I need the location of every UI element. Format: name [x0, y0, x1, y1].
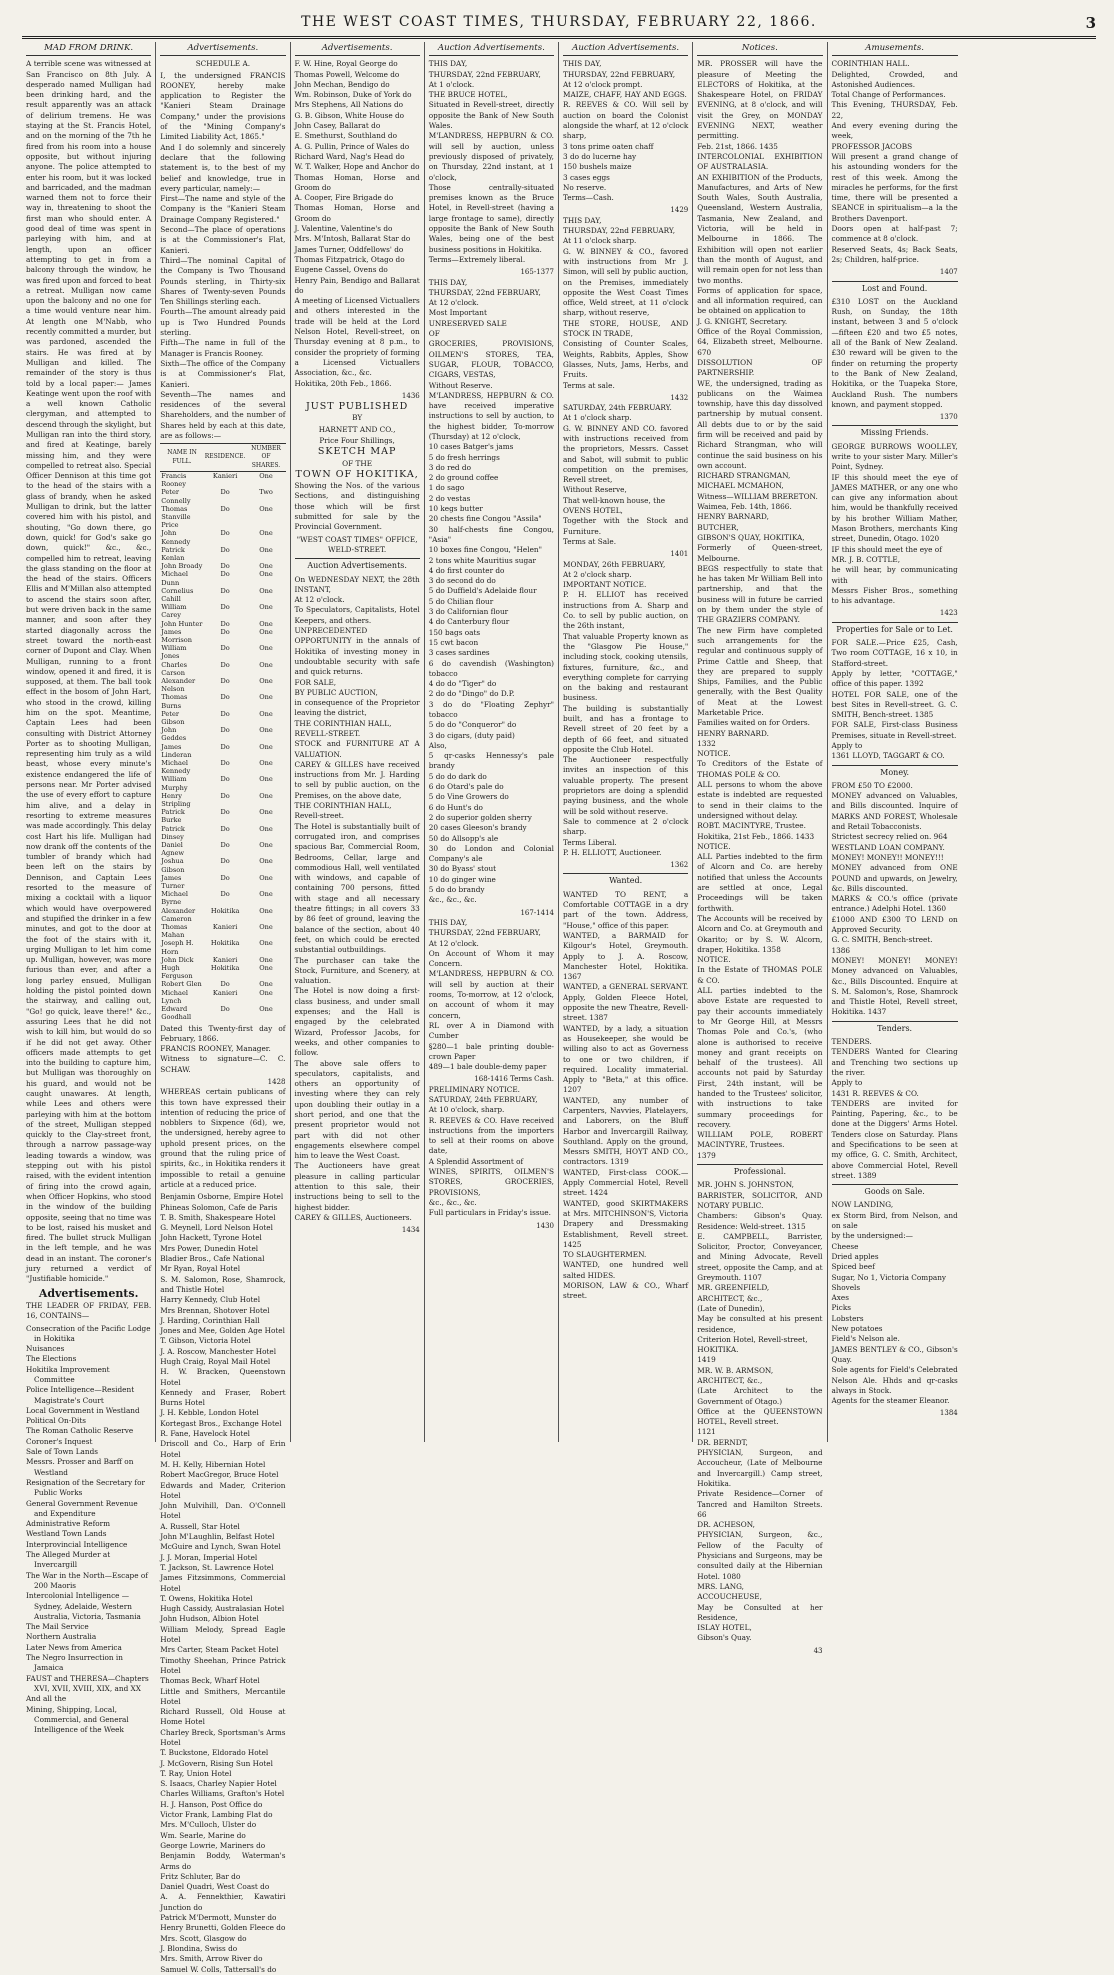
table-cell: John Broady [161, 562, 203, 571]
table-cell: One [259, 775, 273, 784]
section-subheading: Goods on Sale. [832, 1184, 958, 1197]
text-block: FOR SALE.—Price £25, Cash, Two room COTTAGE, 16 x 10, in Stafford-street. Apply by letter, "COTTAGE," office of this paper. 1392 HOTEL FOR SALE, one of the best Sites in Revell-street. G. C. SMITH, Bench-street. 1385 FOR SALE, First-class Business Premises, situate in Revell-street. Apply to 1361 LLOYD, TAGGART & CO. [831, 638, 958, 761]
text-block: MR. JOHN S. JOHNSTON, BARRISTER, SOLICITOR, AND NOTARY PUBLIC. Chambers: Gibson's Quay. Residence: Weld-street. 1315 E. CAMPBELL, Barrister, Solicitor, Proctor, Conveyancer, and Mining Advocate, Revell street, opposite the Camp, and at Greymouth. 1107 MR. GREENFIELD, ARCHITECT, &c., (Late of Dunedin), May be consulted at his present residence, Criterion Hotel, Revell-street, HOKITIKA. 1419 MR. W. B. ARMSON, ARCHITECT, &c., (Late Architect to the Government of Otago.) Office at the QUEENSTOWN HOTEL, Revell street. 1121 DR. BERNDT, PHYSICIAN, Surgeon, and Accoucheur, (Late of Melbourne and Invercargill.) Camp street, Hokitika. Private Residence—Corner of Tancred and Hamilton Streets. 66 DR. ACHESON, PHYSICIAN, Surgeon, &c., Fellow of the Faculty of Physicians and Surgeons, may be consulted daily at the Hibernian Hotel. 1080 MRS. LANG, ACCOUCHEUSE, May be Consulted at her Residence, ISLAY HOTEL, Gibson's Quay. [697, 1180, 823, 1643]
text-block: GEORGE BURROWS WOOLLEY, write to your sister Mary. Miller's Point, Sydney. IF this should meet the eye of JAMES MATHER, or any one who can give any information about him, would be thankfully received by his brother William Mather, Mason Brothers, merchants King street, Dunedin, Otago. 1020 IF this should meet the eye of MR. J. B. COTTLE, he will hear, by communicating with Messrs Fisher Bros., something to his advantage. [831, 441, 958, 606]
table-cell: One [259, 545, 273, 554]
table-cell: Do [220, 759, 230, 767]
table-row [160, 644, 285, 660]
table-cell: One [259, 857, 273, 866]
table-cell: One [259, 873, 273, 882]
table-cell: Do [220, 709, 230, 718]
table-cell: One [259, 964, 273, 973]
list-item: Local Government in Westland [26, 1405, 140, 1415]
section-header: Advertisements. [295, 42, 420, 56]
table-cell: One [259, 980, 273, 989]
section-subheading: Properties for Sale or to Let. [832, 622, 958, 635]
center-line: SCHEDULE A. [195, 59, 251, 69]
table-row [160, 677, 285, 693]
table-cell: One [259, 562, 273, 571]
text-block: A terrible scene was witnessed at San Francisco on 8th July. A desperado named Mulligan had been drinking hard, and the result apparently was an attack of delirium tremens. He was staying at the St. Francis Hotel, and on the morning of the 7th he fired from his room into a house opposite, but without injuring anyone. The police attempted to enter his room, but it was locked and barricaded, and the madman warned them not to force their way in, threatening to shoot the first man who should enter. A good deal of time was spent in parleying with him, and at length, upon an officer attempting to get in from a balcony through the window, he was fired upon and forced to beat a retreat. Mulligan now came upon the balcony and no one for a time would venture near him. At length one M'Nabb, who recently committed a murder, but was pardoned, ascended the stairs. He was fired at by Mulligan and killed. The remainder of the story is thus told by a local paper:— James Keatinge went upon the roof with a well known Catholic clergyman, and attempted to descend through the skylight, but Mulligan ran into the third story, and fired at Keatinge, barely missing him, and they were compelled to retreat also. Special Officer Dennison at this time got to the head of the stairs with a glass of brandy, when he asked Mulligan to drink, but the latter covered him with his pistol, and shouting, "Go down there, go down, quick! for God's sake go down, quick!" &c., &c., compelled him to retreat, leaving the glass standing on the floor at the head of the stairs. Officers Ellis and M'Millan also attempted to ascend the stairs soon after, but were driven back in the same manner, and soon after they started diagonally across the street toward the north-east corner of Dupont and Clay. When Mulligan, running to a front window, opened it and fired, it is supposed, at them. The ball took effect in the bosom of John Hart, who stood in the crowd, killing him on the spot. Meantime, Captain Lees had been consulting with District Attorney Porter as to shooting Mulligan, representing him truly as a wild beast, whose every minute's existence endangered the life of persons near. Mr Porter advised the use of every effort to capture him alive, and a delay in resorting to extreme measures was made accordingly. This delay cost Hart his life. Mulligan had now drank off the contents of the tumbler of brandy which had been left on the stairs by Dennison, and Captain Lees resorted to the measure of mixing a cocktail with a liquor which would have overpowered and stupified the drinker in a few minutes, and got to the door at the foot of the stairs with it, urging Mulligan to let him come up. Mulligan, however, was more furious than ever, and after a long parley ensued, Mulligan holding the pistol pointed down the stairway, and calling out, "Go! go quick, leave there!" &c., assuring Lees that he did not wish to kill him, but would do so if he did not get away. Other officers made attempts to get into the building to capture him, but Mulligan was thoroughly on his guard, and would not be caught unawares. At length, while Lees and others were parleying with him at the bottom of the street, Mulligan stepped quickly to the Clay-street front, through a narrow passage-way leading towards a window, was stepping out with his pistol raised, with the evident intention of firing into the crowd again, when Officer Hopkins, who stood in the window of the building opposite, seeing that no time was to be lost, raised his musket and fired. The bullet struck Mulligan in the left temple, and he was dead in an instant. The coroner's jury returned a verdict of "Justifiable homicide." [26, 59, 152, 1284]
list-item: The Roman Catholic Reserve [26, 1426, 134, 1436]
table-cell: Do [220, 660, 230, 669]
list-item: The Alleged Murder at Invercargill [26, 1550, 111, 1570]
center-line: "WEST COAST TIMES" OFFICE, WELD-STREET. [296, 534, 418, 554]
reference-number: 1384 [939, 1409, 958, 1418]
masthead-title: THE WEST COAST TIMES, THURSDAY, FEBRUARY 22, 1866. [301, 14, 817, 30]
table-cell: One [259, 906, 273, 915]
table-cell: Do [220, 627, 230, 636]
table-cell: Peter Connelly [161, 488, 191, 505]
section-header: Auction Advertisements. [429, 42, 554, 56]
table-cell: Kanieri [212, 955, 238, 964]
table-cell: Do [220, 775, 230, 784]
list-item: Westland Town Lands [26, 1529, 107, 1539]
table-cell: Do [220, 603, 230, 612]
reference-number: 43 [813, 1646, 823, 1655]
list-item: Hokitika Improvement Committee [26, 1364, 110, 1384]
list-item: FAUST and THERESA—Chapters XVI, XVII, XVIII, XIX, and XX [26, 1673, 149, 1693]
table-row [160, 956, 285, 964]
table-row [160, 488, 285, 504]
table-cell: William Jones [161, 644, 187, 661]
table-cell: Kanieri [212, 923, 238, 932]
table-cell: Do [220, 644, 230, 653]
table-row [160, 792, 285, 808]
table-cell: Do [220, 1005, 230, 1014]
table-row [160, 570, 285, 586]
table-cell: Do [220, 562, 230, 571]
text-block: £310 LOST on the Auckland Rush, on Sunday, the 18th instant, between 3 and 5 o'clock—fifteen £20 and two £5 notes, all of the Bank of New Zealand. £30 reward will be given to the finder on returning the property to the Bank of New Zealand, Hokitika, or the Tuapeka Store, Auckland Rush. The numbers known, and payment stopped. [831, 296, 958, 409]
table-cell: James Linderan [161, 742, 192, 759]
table-row [160, 1005, 285, 1021]
table-cell: Michael Dunn [161, 570, 188, 587]
text-block: On WEDNESDAY NEXT, the 28th INSTANT, At 12 o'clock. To Speculators, Capitalists, Hotel Keepers, and others. UNPRECEDENTED OPPORTUNITY in the annals of Hokitika of investing money in undoubtable security with safe and quick returns. FOR SALE, BY PUBLIC AUCTION, in consequence of the Proprietor leaving the district, THE CORINTHIAN HALL, REVELL-STREET. STOCK and FURNITURE AT A VALUATION. CAREY & GILLES have received instructions from Mr. J. Harding to sell by public auction, on the Premises, on the above date, THE CORINTHIAN HALL, Revell-street. The Hotel is substantially built of corrugated iron, and comprises spacious Bar, Commercial Room, Bedrooms, Cellar, large and commodious Hall, well ventilated with windows, and capable of containing 700 persons, fitted with stage and all necessary theatre fittings; in all covers 33 by 86 feet of ground, leaving the balance of the section, about 40 feet, on which could be erected substantial outbuildings. The purchaser can take the Stock, Furniture, and Scenery, at valuation. The Hotel is now doing a first-class business, and under small expenses; and the Hall is engaged by the celebrated Wizard, Professor Jacobs, for weeks, and other companies to follow. The above sale offers to speculators, capitalists, and others an opportunity of investing where they can rely upon doubling their outlay in a short period, and one that the present proprietor would not part with did not other engagements elsewhere compel him to leave the West Coast. The Auctioneers have great pleasure in calling particular attention to this sale, their instructions being to sell to the highest bidder. CAREY & GILLES, Auctioneers. [294, 574, 420, 1222]
contents-list [26, 1324, 151, 1736]
text-block: Benjamin Osborne, Empire Hotel Phineas Solomon, Cafe de Paris T. B. Smith, Shakespeare Hotel G. Meynell, Lord Nelson Hotel John Hackett, Tyrone Hotel Mrs Power, Dunedin Hotel Bladier Bros., Cafe National Mr Ryan, Royal Hotel S. M. Salomon, Rose, Shamrock, and Thistle Hotel Harry Kennedy, Club Hotel Mrs Brennan, Shotover Hotel J. Harding, Corinthian Hall Jones and Mee, Golden Age Hotel T. Gibson, Victoria Hotel J. A. Roscow, Manchester Hotel Hugh Craig, Royal Mail Hotel H. W. Bracken, Queenstown Hotel Kennedy and Fraser, Robert Burns Hotel J. H. Kebble, London Hotel Kortegast Bros., Exchange Hotel R. Fane, Havelock Hotel Driscoll and Co., Harp of Erin Hotel M. H. Kelly, Hibernian Hotel Robert MacGregor, Bruce Hotel Edwards and Mader, Criterion Hotel John Mulvihill, Dan. O'Connell Hotel A. Russell, Star Hotel John M'Laughlin, Belfast Hotel McGuire and Lynch, Swan Hotel J. J. Moran, Imperial Hotel T. Jackson, St. Lawrence Hotel James Fitzsimmons, Commercial Hotel T. Owens, Hokitika Hotel Hugh Cassidy, Australasian Hotel John Hudson, Albion Hotel William Melody, Spread Eagle Hotel Mrs Carter, Steam Packet Hotel Timothy Sheehan, Prince Patrick Hotel Thomas Beck, Wharf Hotel Little and Smithers, Mercantile Hotel Richard Russell, Old House at Home Hotel Charley Breck, Sportsman's Arms Hotel T. Buckstone, Eldorado Hotel J. McGovern, Rising Sun Hotel T. Ray, Union Hotel S. Isaacs, Charley Napier Hotel Charles Williams, Grafton's Hotel H. J. Hanson, Post Office do Victor Frank, Lambing Flat do Mrs. M'Culloch, Ulster do Wm. Searle, Marine do George Lowrie, Mariners do Benjamin Boddy, Waterman's Arms do Fritz Schluter, Bar do Daniel Quadri, West Coast do A. A. Fennekthier, Kawatiri Junction do Patrick M'Dermott, Munster do Henry Brunetti, Golden Fleece do Mrs. Scott, Glasgow do J. Blondina, Swiss do Mrs. Smith, Arrow River do Samuel W. Colls, Tattersall's do [160, 1192, 286, 1974]
table-cell: Do [220, 841, 230, 850]
center-line: BY [352, 413, 363, 423]
section-subheading: Wanted. [563, 873, 688, 886]
display-line: TOWN OF HOKITIKA, [295, 468, 419, 480]
text-block: F. W. Hine, Royal George do Thomas Powell, Welcome do John Mechan, Bendigo do Wm. Robinson, Duke of York do Mrs Stephens, All Nations do G. B. Gibson, White House do John Casey, Ballarat do E. Smethurst, Southland do A. G. Pullin, Prince of Wales do Richard Ward, Nag's Head do W. T. Walker, Hope and Anchor do Thomas Homan, Horse and Groom do A. Cooper, Fire Brigade do Thomas Homan, Horse and Groom do J. Valentine, Valentine's do Mrs. M'Intosh, Ballarat Star do James Turner, Oddfellows' do Thomas Fitzpatrick, Otago do Eugene Cassel, Ovens do Henry Pain, Bendigo and Ballarat do A meeting of Licensed Victuallers and others interested in the trade will be held at the Lord Nelson Hotel, Revell-street, on Thursday evening at 8 p.m., to consider the propriety of forming a Licensed Victuallers Association, &c., &c. Hokitika, 20th Feb., 1866. [294, 59, 420, 388]
reference-number: 1362 [670, 861, 689, 870]
text-block: SATURDAY, 24th FEBRUARY. At 1 o'clock sharp. G. W. BINNEY AND CO. favored with instructions received from the proprietors, Messrs. Casset and Sabot, will submit to public competition on the premises, Revell street, Without Reserve, That well-known house, the OVENS HOTEL, Together with the Stock and Furniture. Terms at Sale. [563, 403, 689, 546]
text-block: TENDERS. TENDERS Wanted for Clearing and Trenching two sections up the river. Apply to 1431 R. REEVES & CO. TENDERS are invited for Painting, Papering, &c., to be done at the Diggers' Arms Hotel. Tenders close on Saturday. Plans and Specifications to be seen at my office, G. C. Smith, Architect, above Commercial Hotel, Revell street. 1389 [831, 1037, 958, 1180]
reference-number: 167-1414 [520, 908, 554, 917]
table-cell: Do [220, 570, 230, 579]
table-cell: One [259, 619, 273, 628]
list-item: Sale of Town Lands [26, 1447, 99, 1457]
table-cell: One [259, 603, 273, 612]
table-row [160, 923, 285, 939]
reference-number: 1434 [401, 1226, 420, 1235]
table-cell: Do [220, 488, 230, 497]
list-item: Interprovincial Intelligence [26, 1539, 128, 1549]
table-cell: Patrick Dinsey [161, 824, 185, 841]
table-cell: One [259, 988, 273, 997]
reference-number: 1401 [670, 550, 689, 559]
column-header: NUMBER OF SHARES. [246, 444, 285, 472]
table-cell: One [259, 570, 273, 579]
table-cell: Joseph H. Horn [161, 939, 194, 956]
column-header: RESIDENCE. [204, 444, 247, 472]
table-cell: Peter Gibson [161, 709, 185, 726]
list-item: Coroner's Inquest [26, 1436, 93, 1446]
reference-number: 1423 [939, 609, 958, 618]
table-cell: Do [220, 791, 230, 800]
text-block: THIS DAY, THURSDAY, 22nd FEBRUARY, At 12 o'clock. Most Important UNRESERVED SALE OF GROCERIES, PROVISIONS, OILMEN'S STORES, TEA, SUGAR, FLOUR, TOBACCO, CIGARS, VESTAS, Without Reserve. M'LANDRESS, HEPBURN & CO. have received imperative instructions to sell by auction, to the highest bidder, To-morrow (Thursday) at 12 o'clock, 10 cases Batger's jams 5 do fresh herrings 3 do red do 2 do ground coffee 1 do sago 2 do vestas 10 kegs butter 20 chests fine Congou "Assila" 30 half-chests fine Congou, "Asia" 10 boxes fine Congou, "Helen" 2 tons white Mauritius sugar 4 do first counter do 3 do second do do 5 do Duffield's Adelaide flour 5 do Chilian flour 3 do Californian flour 4 do Canterbury flour 150 bags oats 15 cwt bacon 3 cases sardines 6 do cavendish (Washington) tobacco 4 do do "Tiger" do 2 do do "Dingo" do D.P. 3 do do "Floating Zephyr" tobacco 5 do do "Conqueror" do 3 do cigars, (duty paid) Also, 5 qr-casks Hennessy's pale brandy 5 do do dark do 6 do Otard's pale do 5 do Vine Growers do 6 do Hunt's do 2 do superior golden sherry 20 cases Gleeson's brandy 50 do Allsopp's ale 30 do London and Colonial Company's ale 30 do Byass' stout 10 do ginger wine 5 do do brandy &c., &c., &c. [428, 277, 554, 905]
list-item: The Elections [26, 1354, 77, 1364]
display-line: SKETCH MAP [317, 446, 397, 458]
list-item: The Mail Service [26, 1622, 89, 1632]
table-row [160, 726, 285, 742]
table-cell: Patrick Kenlan [161, 545, 185, 562]
text-block: NOW LANDING, ex Storm Bird, from Nelson, and on sale by the undersigned:— Cheese Dried apples Spiced beef Sugar, No 1, Victoria Company Shovels Axes Picks Lobsters New potatoes Field's Nelson ale. JAMES BENTLEY & CO., Gibson's Quay. Sole agents for Field's Celebrated Nelson Ale. Hhds and qr-casks always in Stock. Agents for the steamer Eleanor. [831, 1200, 958, 1406]
table-row [160, 759, 285, 775]
reference-number: 1429 [670, 206, 689, 215]
table-row [160, 693, 285, 709]
table-cell: One [259, 504, 273, 513]
column-3 [291, 42, 425, 1442]
table-row [160, 546, 285, 562]
table-row [160, 980, 285, 988]
list-item: Later News from America [26, 1642, 122, 1652]
table-cell: One [259, 644, 273, 653]
text-block: MONDAY, 26th FEBRUARY, At 2 o'clock sharp. IMPORTANT NOTICE. P. H. ELLIOT has received instructions from A. Sharp and Co. to sell by public auction, on the 26th instant, That valuable Property known as the "Glasgow Pie House," including stock, cooking utensils, fixtures, furniture, &c., and everything complete for carrying on the baking and restaurant business. The building is substantially built, and has a frontage to Revell street of 20 feet by a depth of 66 feet, and situated opposite the Club Hotel. The Auctioneer respectfully invites an inspection of this valuable property. The present proprietors are doing a splendid paying business, and the whole will be sold without reserve. Sale to commence at 2 o'clock sharp. Terms Liberal. P. H. ELLIOTT, Auctioneer. [563, 559, 689, 857]
table-cell: James Turner [161, 873, 185, 891]
list-item: Northern Australia [26, 1632, 97, 1642]
center-line: HARNETT AND CO., [318, 424, 396, 434]
reference-number: 168-1416 Terms Cash. [474, 1075, 554, 1084]
table-cell: John Dick [161, 955, 194, 964]
table-cell: One [259, 742, 273, 751]
table-cell: Do [220, 857, 230, 866]
table-cell: Do [220, 980, 230, 989]
text-block: Dated this Twenty-first day of February, 1866. FRANCIS ROONEY, Manager. Witness to signature—C. C. SCHAW. [160, 1023, 286, 1074]
table-cell: Michael Kennedy [161, 759, 191, 776]
table-header-row [160, 444, 285, 472]
table-cell: Alexander Cameron [161, 906, 196, 923]
table-cell: Joshua Gibson [161, 857, 185, 874]
table-cell: Henry Stripling [161, 791, 191, 809]
table-cell: Do [220, 808, 230, 817]
table-cell: One [259, 709, 273, 718]
table-cell: One [259, 660, 273, 669]
page-number: 3 [1085, 14, 1096, 32]
table-cell: One [259, 676, 273, 685]
section-header: Notices. [697, 42, 822, 56]
table-cell: One [259, 759, 273, 767]
list-item: Nuisances [26, 1344, 65, 1354]
table-cell: Do [220, 586, 230, 595]
table-row [160, 939, 285, 955]
table-cell: One [259, 791, 273, 800]
table-cell: Kanieri [212, 988, 238, 997]
reference-number: 1428 [267, 1077, 286, 1086]
column-1 [22, 42, 156, 1735]
table-row [160, 471, 285, 488]
text-block: WANTED TO RENT, a Comfortable COTTAGE in a dry part of the town. Address, "House," office of this paper. WANTED, a BARMAID for Kilgour's Hotel, Greymouth. Apply to J. A. Roscow, Manchester Hotel, Hokitika. 1367 WANTED, a GENERAL SERVANT. Apply, Golden Fleece Hotel, opposite the new Theatre, Revell-street. 1387 WANTED, by a lady, a situation as Housekeeper, she would be willing also to act as Governess to one or two children, if required. Locality immaterial. Apply to "Beta," at this office. 1207 WANTED, any number of Carpenters, Navvies, Platelayers, and Laborers, on the Bluff Harbor and Invercargill Railway, Southland. Apply on the ground, Messrs SMITH, HOYT AND CO., contractors. 1319 WANTED, First-class COOK.—Apply Commercial Hotel, Revell street. 1424 WANTED, good SKIRTMAKERS at Mrs. MITCHINSON'S, Victoria Drapery and Dressmaking Establishment, Revell street. 1425 TO SLAUGHTERMEN. WANTED, one hundred well salted HIDES. MORISON, LAW & CO., Wharf street. [563, 889, 689, 1301]
table-cell: One [259, 890, 273, 899]
table-cell: Do [220, 619, 230, 628]
table-row [160, 989, 285, 1005]
list-item: And all the [26, 1694, 67, 1704]
table-cell: William Murphy [161, 775, 188, 792]
section-subheading: Lost and Found. [832, 281, 958, 294]
list-item: Political On-Dits [26, 1416, 87, 1426]
column-7 [828, 42, 962, 1442]
table-row [160, 874, 285, 890]
table-cell: One [259, 726, 273, 735]
column-4 [425, 42, 559, 1442]
table-cell: Hugh Ferguson [161, 964, 193, 981]
text-block: THIS DAY, THURSDAY, 22nd FEBRUARY, At 12 o'clock. On Account of Whom it may Concern. M'LANDRESS, HEPBURN & CO. will sell by auction at their rooms, To-morrow, at 12 o'clock, on account of whom it may concern, RL over A in Diamond with Cumber §280—1 bale printing double-crown Paper 489—1 bale double-demy paper [428, 917, 554, 1072]
table-cell: Hokitika [210, 939, 240, 948]
table-row [160, 964, 285, 980]
table-row [160, 907, 285, 923]
table-cell: Do [220, 504, 230, 513]
table-row [160, 562, 285, 570]
table-cell: Francis Rooney [161, 471, 187, 489]
table-cell: John Geddes [161, 726, 187, 743]
column-header: NAME IN FULL. [160, 444, 204, 472]
table-cell: Do [220, 890, 230, 899]
column-6 [693, 42, 827, 1655]
reference-number: 1407 [939, 268, 958, 277]
table-cell: One [259, 1005, 273, 1014]
list-item: Administrative Reform [26, 1519, 111, 1529]
masthead-rule [22, 36, 1096, 39]
reference-number: 1370 [939, 413, 958, 422]
table-cell: Do [220, 545, 230, 554]
table-cell: John Kennedy [161, 529, 191, 546]
center-line: Price Four Shillings, [319, 435, 395, 445]
table-cell: One [259, 471, 273, 480]
table-cell: Robert Glen [161, 980, 202, 989]
center-line: OF THE [342, 458, 373, 468]
table-row [160, 710, 285, 726]
table-row [160, 857, 285, 873]
list-item: Police Intelligence—Resident Magistrate's Court [26, 1385, 135, 1405]
table-cell: Do [220, 726, 230, 735]
masthead [22, 14, 1096, 36]
list-item: The Negro Insurrection in Jamaica [26, 1653, 123, 1673]
list-item: General Government Revenue and Expenditure [26, 1498, 138, 1518]
text-block: PRELIMINARY NOTICE. SATURDAY, 24th FEBRUARY, At 10 o'clock, sharp. R. REEVES & CO. Have received instructions from the importers to sell at their rooms on above date, A Splendid Assortment of WINES, SPIRITS, OILMEN'S STORES, GROCERIES, PROVISIONS, &c., &c., &c. Full particulars in Friday's issue. [428, 1084, 554, 1218]
text-block: THIS DAY, THURSDAY, 22nd FEBRUARY, At 1 o'clock. THE BRUCE HOTEL, Situated in Revell-street, directly opposite the Bank of New South Wales. M'LANDRESS, HEPBURN & CO. will sell by auction, unless previously disposed of privately, on Thursday, 22nd instant, at 1 o'clock, Those centrally-situated premises known as the Bruce Hotel, in Revell-street (having a large frontage to same), directly opposite the Bank of New South Wales, being one of the best business positions in Hokitika. Terms—Extremely liberal. [428, 59, 554, 264]
table-row [160, 890, 285, 906]
table-row [160, 529, 285, 545]
table-cell: Do [220, 529, 230, 538]
table-cell: One [259, 923, 273, 932]
newspaper-columns [22, 42, 1096, 1974]
table-row [160, 775, 285, 791]
section-subheading: Auction Advertisements. [295, 558, 420, 571]
table-cell: One [259, 841, 273, 850]
table-cell: One [259, 627, 273, 636]
section-subheading: Tenders. [832, 1021, 958, 1034]
column-5 [559, 42, 693, 1442]
shareholders-table [160, 443, 285, 1021]
section-header: Advertisements. [160, 42, 285, 56]
table-cell: James Morrison [161, 627, 192, 644]
list-item: Intercolonial Intelligence — Sydney, Adelaide, Western Australia, Victoria, Tasmania [26, 1591, 141, 1621]
table-cell: Cornelius Cahill [161, 586, 194, 603]
table-cell: One [259, 586, 273, 595]
table-row [160, 505, 285, 530]
table-row [160, 661, 285, 677]
list-item: The War in the North—Escape of 200 Maoris [26, 1570, 148, 1590]
article-heading: MAD FROM DRINK. [26, 42, 151, 56]
table-cell: Patrick Burke [161, 808, 185, 825]
table-cell: Charles Carson [161, 660, 188, 677]
text-block: I, the undersigned FRANCIS ROONEY, hereby make application to Register the "Kanieri Steam Drainage Company," under the provisions of the "Mining Company's Limited Liability Act, 1865." And I do solemnly and sincerely declare that the following statement is, to the best of my belief and knowledge, true in every particular, namely:— First—The name and style of the Company is the "Kanieri Steam Drainage Company Registered." Second—The place of operations is at the Commissioner's Flat, Kanieri. Third—The nominal Capital of the Company is Two Thousand Pounds sterling, in Thirty-six Shares of Twenty-seven Pounds Ten Shillings sterling each. Fourth—The amount already paid up is Two Hundred Pounds sterling. Fifth—The name in full of the Manager is Francis Rooney. Sixth—The office of the Company is at Commissioner's Flat, Kanieri. Seventh—The names and residences of the several Shareholders, and the number of Shares held by each at this date, are as follows:— [160, 70, 286, 440]
table-cell: Michael Byrne [161, 890, 188, 907]
reference-number: 1430 [536, 1221, 554, 1230]
text-block: THIS DAY, THURSDAY, 22nd FEBRUARY, At 11 o'clock sharp. G. W. BINNEY & CO., favored with instructions from Mr J. Simon, will sell by public auction, on the Premises, immediately opposite the West Coast Times office, Weld street, at 11 o'clock sharp, without reserve, THE STORE, HOUSE, AND STOCK IN TRADE, Consisting of Counter Scales, Weights, Rabbits, Apples, Show Glasses, Nuts, Jams, Herbs, and Fruits. Terms at sale. [563, 215, 689, 390]
column-2 [156, 42, 290, 1974]
text-block: THIS DAY, THURSDAY, 22nd FEBRUARY, At 12 o'clock prompt. MAIZE, CHAFF, HAY AND EGGS. R. REEVES & CO. Will sell by auction on board the Colonist alongside the wharf, at 12 o'clock sharp, 3 tons prime oaten chaff 3 do do lucerne hay 150 bushels maize 3 cases eggs No reserve. Terms—Cash. [563, 59, 689, 203]
table-cell: Thomas Burns [161, 693, 188, 710]
text-block: MR. PROSSER will have the pleasure of Meeting the ELECTORS of Hokitika, at the Shakespeare Hotel, on FRIDAY EVENING, at 8 o'clock, and will visit the Grey, on MONDAY EVENING NEXT, weather permitting. Feb. 21st, 1866. 1435 INTERCOLONIAL EXHIBITION OF AUSTRALASIA. AN EXHIBITION of the Products, Manufactures, and Arts of New South Wales, South Australia, Queensland, Western Australia, Tasmania, New Zealand, and Victoria, will be held in Melbourne in 1866. The Exhibition will open not earlier than the month of August, and will remain open for not less than two months. Forms of application for space, and all information required, can be obtained on application to J. G. KNIGHT, Secretary. Office of the Royal Commission, 64, Elizabeth street, Melbourne. 670 DISSOLUTION OF PARTNERSHIP. WE, the undersigned, trading as publicans on the Waimea township, have this day dissolved partnership by mutual consent. All debts due to or by the said firm will be received and paid by Richard Strangman, who will continue the said business on his own account. RICHARD STRANGMAN, MICHAEL MCMAHON, Witness—WILLIAM BRERETON. Waimea, Feb. 14th, 1866. HENRY BARNARD, BUTCHER, GIBSON'S QUAY, HOKITIKA, Formerly of Queen-street, Melbourne. BEGS respectfully to state that he has taken Mr William Bell into partnership, and that the business will in future be carried on by them under the style of THE GRAZIERS COMPANY. The new Firm have completed such arrangements for the regular and continuous supply of Prime Cattle and Sheep, that they are prepared to supply Ships, Families, and the Public generally, with the Best Quality of Meat at the Lowest Marketable Price. Families waited on for Orders. HENRY BARNARD. 1332 NOTICE. To Creditors of the Estate of THOMAS POLE & CO. ALL persons to whom the above estate is indebted are requested to send in their claims to the undersigned without delay. ROBT. MACINTYRE, Trustee. Hokitika, 21st Feb., 1866. 1433 NOTICE. ALL Parties indebted to the firm of Alcorn and Co. are hereby notified that unless the Accounts are settled at once, Legal Proceedings will be taken forthwith. The Accounts will be received by Alcorn and Co. at Greymouth and Okarito; or by S. W. Alcorn, draper, Hokitika. 1358 NOTICE. In the Estate of THOMAS POLE & CO. ALL parties indebted to the above Estate are requested to pay their accounts immediately to Mr George Hill, at Messrs Thomas Pole and Co.'s, (who alone is authorised to receive money and grant receipts on behalf of the trustees). All accounts not paid by Saturday First, 24th instant, will be handed to the Trustees' solicitor, with instructions to take summary proceedings for recovery. WILLIAM POLE, ROBERT MACINTYRE, Trustees. 1379 [697, 59, 823, 1160]
section-subheading: Missing Friends. [832, 425, 958, 438]
table-cell: Two [259, 488, 273, 497]
table-cell: One [259, 529, 273, 538]
text-block: WHEREAS certain publicans of this town have expressed their intention of reducing the price of nobblers to Sixpence (6d), we, the undersigned, hereby agree to uphold present prices, on the ground that the ruling price of spirits, &c., in Hokitika renders it impossible to retail a genuine article at a reduced price. [160, 1087, 286, 1189]
section-header: Auction Advertisements. [563, 42, 688, 56]
table-cell: One [259, 693, 273, 702]
table-cell: Do [220, 824, 230, 833]
table-cell: One [259, 939, 273, 948]
table-cell: Michael Lynch [161, 988, 188, 1005]
list-item: Messrs. Prosser and Barff on Westland [26, 1457, 134, 1477]
reference-number: 165-1377 [520, 268, 554, 277]
table-cell: Thomas Mahan [161, 923, 188, 940]
table-cell: Do [220, 873, 230, 882]
table-cell: Do [220, 676, 230, 685]
table-cell: Hokitika [210, 964, 240, 973]
table-row [160, 841, 285, 857]
table-row [160, 825, 285, 841]
table-cell: William Carey [161, 603, 187, 620]
section-subheading: Money. [832, 765, 958, 778]
display-line: JUST PUBLISHED [305, 401, 409, 413]
list-item: Resignation of the Secretary for Public Works [26, 1477, 145, 1498]
text-block: CORINTHIAN HALL. Delighted, Crowded, and Astonished Audiences. Total Change of Performances. This Evening, THURSDAY, Feb. 22, And every evening during the week, PROFESSOR JACOBS Will present a grand change of his astounding wonders for the rest of this week. Among the miracles he performs, for the first time, there will be presented a SEANCE in spiritualism—a la the Brothers Davenport. Doors open at half-past 7; commence at 8 o'clock. Reserved Seats, 4s; Back Seats, 2s; Children, half-price. [831, 59, 958, 264]
table-row [160, 743, 285, 759]
table-cell: One [259, 955, 273, 964]
table-cell: Hokitika [210, 906, 240, 915]
list-item: Consecration of the Pacific Lodge in Hokitika [26, 1323, 151, 1343]
table-cell: John Hunter [161, 619, 203, 628]
table-row [160, 620, 285, 628]
table-row [160, 587, 285, 603]
reference-number: 1432 [670, 393, 689, 402]
section-title: Advertisements. [38, 1286, 139, 1300]
table-cell: Edward Goodhall [161, 1005, 192, 1022]
reference-number: 1436 [401, 391, 420, 400]
section-subheading: Professional. [697, 1164, 822, 1177]
table-row [160, 808, 285, 824]
list-item: Mining, Shipping, Local, Commercial, and General Intelligence of the Week [26, 1704, 129, 1735]
text-block: FROM £50 TO £2000. MONEY advanced on Valuables, and Bills discounted. Inquire of MARKS AND FOREST, Wholesale and Retail Tobacconists. Strictest secrecy relied on. 964 WESTLAND LOAN COMPANY. MONEY! MONEY!! MONEY!!! MONEY advanced from ONE POUND and upwards, on Jewelry, &c. Bills discounted. MARKS & CO.'s office (private entrance.) Adelphi Hotel. 1360 £1000 AND £300 TO LEND on Approved Security. G. C. SMITH, Bench-street. 1386 MONEY! MONEY! MONEY! Money advanced on Valuables, &c., Bills Discounted. Enquire at S. M. Salomon's, Rose, Shamrock and Thistle Hotel, Revell street, Hokitika. 1437 [831, 780, 958, 1017]
table-cell: Do [220, 693, 230, 702]
table-row [160, 628, 285, 644]
text-block: THE LEADER OF FRIDAY, FEB. 16, CONTAINS— [26, 1300, 152, 1321]
section-header: Amusements. [832, 42, 958, 56]
table-cell: Do [220, 742, 230, 751]
table-cell: One [259, 808, 273, 817]
table-cell: Kanieri [212, 471, 238, 480]
table-cell: Alexander Nelson [161, 676, 196, 694]
text-block: Showing the Nos. of the various Sections, and distinguishing those which will be first submitted for sale by the Provincial Government. [294, 481, 420, 532]
table-cell: Daniel Agnew [161, 841, 185, 858]
table-row [160, 603, 285, 619]
table-cell: One [259, 824, 273, 833]
table-cell: Thomas Stanville Price [161, 504, 191, 530]
